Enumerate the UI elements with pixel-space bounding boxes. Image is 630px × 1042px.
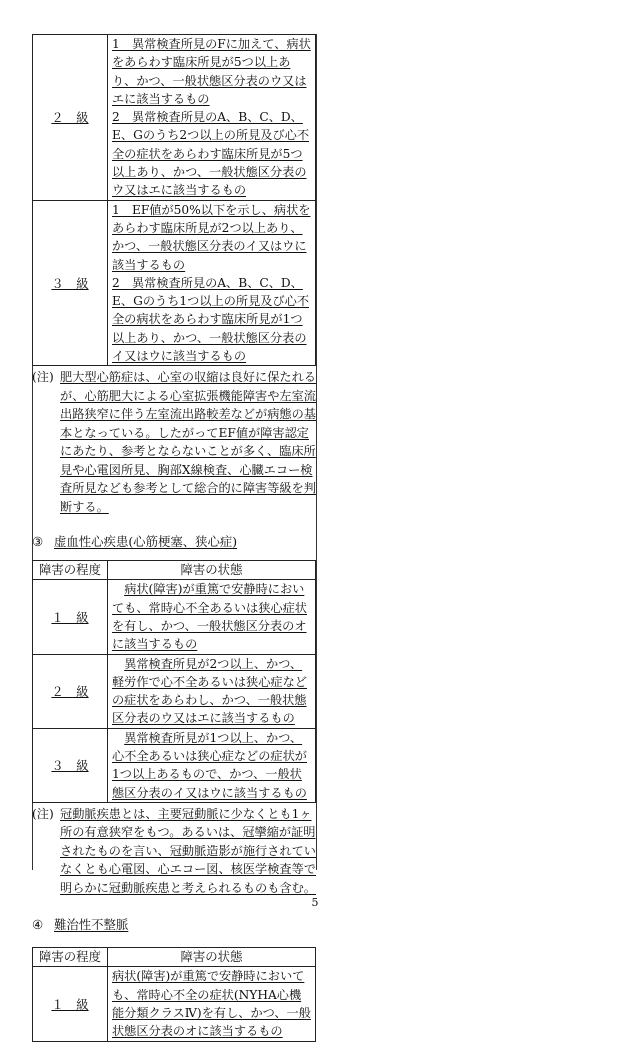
grade-cell: １ 級	[33, 580, 108, 654]
note-hypertrophic-cardiomyopathy	[32, 368, 316, 516]
table-header-row	[33, 948, 316, 967]
section-heading-arrhythmia	[32, 917, 316, 933]
section-number: ③	[32, 534, 44, 550]
note-coronary-artery-disease	[32, 805, 316, 898]
page-number: 5	[311, 896, 319, 909]
state-cell: 異常検査所見が2つ以上、かつ、軽労作で心不全あるいは狭心症などの症状をあらわし、かつ、一般状態区分表のウ又はエに該当するもの	[108, 654, 316, 728]
state-item: 2 異常検査所見のA、B、C、D、E、Gのうち1つ以上の所見及び心不全の病状をあらわす臨床所見が1つ以上あり、かつ、一般状態区分表のイ又はウに該当するもの	[112, 275, 310, 364]
section-heading-ischemic	[32, 534, 316, 550]
section-title: 難治性不整脈	[54, 917, 129, 933]
state-cell: 病状(障害)が重篤で安静時においても、常時心不全の症状(NYHA心機能分類クラスⅣ)を有し、かつ、一般状態区分表のオに該当するもの	[108, 967, 316, 1041]
state-cell	[108, 35, 316, 201]
table-header-row	[33, 561, 316, 580]
grade-cell: １ 級	[33, 967, 108, 1041]
page-content	[32, 34, 316, 1042]
section-title: 虚血性心疾患(心筋梗塞、狭心症)	[54, 534, 238, 550]
grade-cell: ２ 級	[33, 654, 108, 728]
state-cell: 病状(障害)が重篤で安静時においても、常時心不全あるいは狭心症状を有し、かつ、一般状態区分表のオに該当するもの	[108, 580, 316, 654]
state-cell	[108, 200, 316, 366]
table-row	[33, 200, 316, 366]
grade-table-ischemic	[32, 560, 316, 803]
section-number: ④	[32, 917, 44, 933]
right-margin-line	[316, 34, 317, 870]
grade-cell: ２ 級	[33, 35, 108, 201]
grade-cell: ３ 級	[33, 200, 108, 366]
note-label: (注)	[32, 806, 54, 821]
state-cell: 異常検査所見が1つ以上、かつ、心不全あるいは狭心症などの症状が1つ以上あるもので、かつ、一般状態区分表のイ又はウに該当するもの	[108, 728, 316, 802]
note-text: 肥大型心筋症は、心室の収縮は良好に保たれるが、心筋肥大による心室拡張機能障害や左室流出路狭窄に伴う左室流出路較差などが病態の基本となっている。したがってEF値が障害認定にあたり、参考とならないことが多く、臨床所見や心電図所見、胸部X線検査、心臓エコー検査所見なども参考として総合的に障害等級を判断する。	[60, 370, 316, 514]
note-label: (注)	[32, 370, 54, 385]
column-header-grade: 障害の程度	[33, 948, 108, 967]
table-row	[33, 967, 316, 1041]
table-row	[33, 728, 316, 802]
grade-table-arrhythmia	[32, 947, 316, 1041]
table-row	[33, 580, 316, 654]
column-header-state: 障害の状態	[108, 561, 316, 580]
state-item: 1 異常検査所見のFに加えて、病状をあらわす臨床所見が5つ以上あり、かつ、一般状態区分表のウ又はエに該当するもの	[112, 37, 311, 106]
state-item: 2 異常検査所見のA、B、C、D、E、Gのうち2つ以上の所見及び心不全の症状をあらわす臨床所見が5つ以上あり、かつ、一般状態区分表のウ又はエに該当するもの	[112, 110, 310, 198]
grade-table-top	[32, 34, 316, 366]
note-text: 冠動脈疾患とは、主要冠動脈に少なくとも1ヶ所の有意狭窄をもつ。あるいは、冠攣縮が証明されたものを言い、冠動脈造影が施行されていなくとも心電図、心エコー図、核医学検査等で明らかに冠動脈疾患と考えられるものも含む。	[60, 806, 316, 895]
table-row	[33, 35, 316, 201]
state-item: 1 EF値が50%以下を示し、病状をあらわす臨床所見が2つ以上あり、かつ、一般状態区分表のイ又はウに該当するもの	[112, 202, 311, 272]
table-row	[33, 654, 316, 728]
grade-cell: ３ 級	[33, 728, 108, 802]
column-header-state: 障害の状態	[108, 948, 316, 967]
column-header-grade: 障害の程度	[33, 561, 108, 580]
